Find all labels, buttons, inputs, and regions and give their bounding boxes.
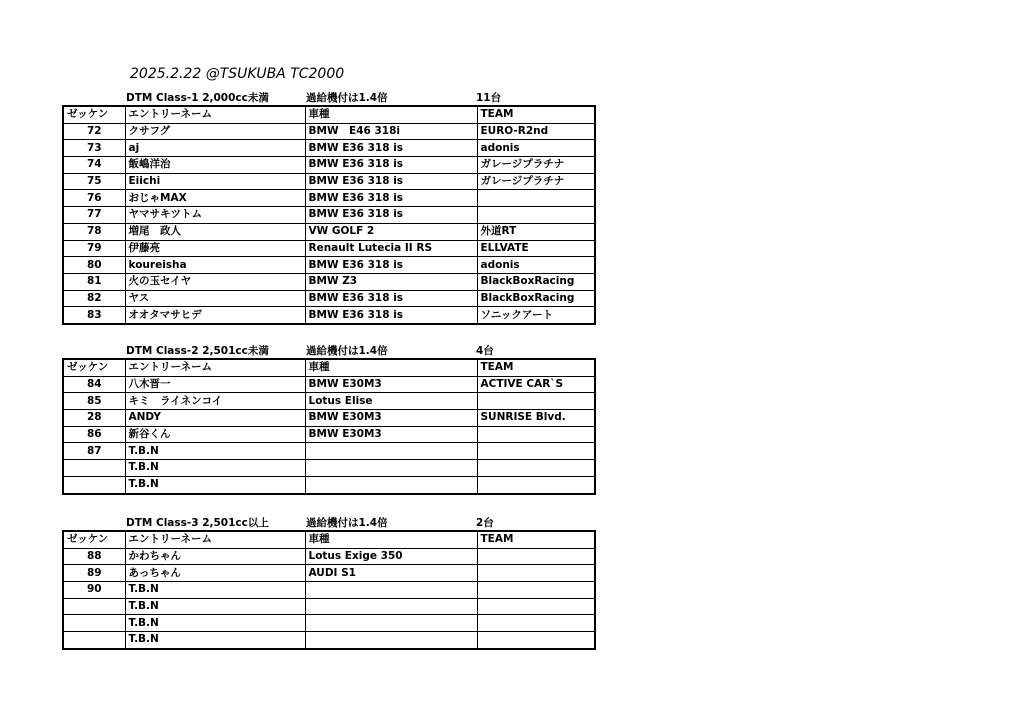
class-name: DTM Class-1 2,000cc未満 xyxy=(126,92,269,104)
cell-car: BMW E36 318 is xyxy=(305,290,477,307)
table-header-row xyxy=(63,531,595,548)
cell-team xyxy=(477,615,595,632)
table-row xyxy=(63,393,595,410)
cell-car: BMW E36 318 is xyxy=(305,173,477,190)
table-row xyxy=(63,140,595,157)
cell-number: 84 xyxy=(63,376,125,393)
cell-car xyxy=(305,443,477,460)
cell-number: 79 xyxy=(63,240,125,257)
cell-entry-name: 飯嶋洋治 xyxy=(125,157,305,174)
table-row xyxy=(63,123,595,140)
table-row xyxy=(63,257,595,274)
column-header-number: ゼッケン xyxy=(63,106,125,123)
cell-number: 81 xyxy=(63,273,125,290)
cell-entry-name: 八木晋一 xyxy=(125,376,305,393)
cell-team: ELLVATE xyxy=(477,240,595,257)
cell-number xyxy=(63,632,125,649)
class-count: 11台 xyxy=(476,92,502,104)
class-1-table xyxy=(62,105,596,325)
table-row xyxy=(63,207,595,224)
cell-entry-name: おじゃMAX xyxy=(125,190,305,207)
cell-car: Lotus Elise xyxy=(305,393,477,410)
cell-entry-name: 伊藤亮 xyxy=(125,240,305,257)
cell-entry-name: ヤマサキツトム xyxy=(125,207,305,224)
cell-team: SUNRISE Blvd. xyxy=(477,410,595,427)
cell-number: 76 xyxy=(63,190,125,207)
cell-number: 82 xyxy=(63,290,125,307)
cell-car: VW GOLF 2 xyxy=(305,223,477,240)
cell-team: ソニックアート xyxy=(477,307,595,324)
cell-car: BMW E36 318 is xyxy=(305,257,477,274)
cell-car: BMW E36 318 is xyxy=(305,140,477,157)
table-row xyxy=(63,240,595,257)
column-header-car: 車種 xyxy=(305,359,477,376)
table-row xyxy=(63,173,595,190)
class-note: 過給機付は1.4倍 xyxy=(306,92,388,104)
table-row xyxy=(63,632,595,649)
column-header-entry: エントリーネーム xyxy=(125,106,305,123)
cell-number xyxy=(63,460,125,477)
cell-team xyxy=(477,548,595,565)
cell-car: Renault Lutecia II RS xyxy=(305,240,477,257)
cell-team xyxy=(477,207,595,224)
cell-entry-name: クサフグ xyxy=(125,123,305,140)
cell-team xyxy=(477,393,595,410)
cell-car: BMW E36 318 is xyxy=(305,207,477,224)
cell-entry-name: オオタマサヒデ xyxy=(125,307,305,324)
class-name: DTM Class-3 2,501cc以上 xyxy=(126,517,269,529)
table-row xyxy=(63,565,595,582)
table-row xyxy=(63,598,595,615)
class-3-header xyxy=(62,513,594,531)
cell-team xyxy=(477,582,595,599)
class-count: 4台 xyxy=(476,345,494,357)
table-row xyxy=(63,476,595,493)
class-2-table xyxy=(62,358,596,495)
cell-car: Lotus Exige 350 xyxy=(305,548,477,565)
table-row xyxy=(63,548,595,565)
cell-number: 83 xyxy=(63,307,125,324)
cell-car: BMW E36 318 is xyxy=(305,157,477,174)
cell-number: 90 xyxy=(63,582,125,599)
cell-number: 89 xyxy=(63,565,125,582)
cell-entry-name: 増尾 政人 xyxy=(125,223,305,240)
cell-team: adonis xyxy=(477,140,595,157)
cell-entry-name: T.B.N xyxy=(125,582,305,599)
cell-team xyxy=(477,190,595,207)
class-count: 2台 xyxy=(476,517,494,529)
cell-team: ACTIVE CAR`S xyxy=(477,376,595,393)
column-header-team: TEAM xyxy=(477,106,595,123)
table-row xyxy=(63,307,595,324)
cell-number: 72 xyxy=(63,123,125,140)
table-row xyxy=(63,190,595,207)
cell-entry-name: T.B.N xyxy=(125,443,305,460)
cell-entry-name: T.B.N xyxy=(125,460,305,477)
cell-number: 74 xyxy=(63,157,125,174)
column-header-car: 車種 xyxy=(305,531,477,548)
table-row xyxy=(63,443,595,460)
cell-team xyxy=(477,460,595,477)
cell-entry-name: 火の玉セイヤ xyxy=(125,273,305,290)
column-header-team: TEAM xyxy=(477,531,595,548)
column-header-entry: エントリーネーム xyxy=(125,359,305,376)
cell-team: BlackBoxRacing xyxy=(477,290,595,307)
cell-team: adonis xyxy=(477,257,595,274)
cell-entry-name: aj xyxy=(125,140,305,157)
cell-team xyxy=(477,443,595,460)
cell-number: 80 xyxy=(63,257,125,274)
table-row xyxy=(63,460,595,477)
cell-car xyxy=(305,632,477,649)
class-note: 過給機付は1.4倍 xyxy=(306,345,388,357)
cell-team: EURO-R2nd xyxy=(477,123,595,140)
cell-number xyxy=(63,615,125,632)
cell-car: BMW E36 318 is xyxy=(305,307,477,324)
class-2-header xyxy=(62,341,594,359)
column-header-team: TEAM xyxy=(477,359,595,376)
table-row xyxy=(63,223,595,240)
cell-car xyxy=(305,598,477,615)
column-header-number: ゼッケン xyxy=(63,531,125,548)
cell-number xyxy=(63,476,125,493)
cell-number: 75 xyxy=(63,173,125,190)
cell-number: 78 xyxy=(63,223,125,240)
cell-entry-name: ANDY xyxy=(125,410,305,427)
cell-car xyxy=(305,615,477,632)
table-row xyxy=(63,426,595,443)
cell-number xyxy=(63,598,125,615)
cell-team xyxy=(477,598,595,615)
cell-team xyxy=(477,426,595,443)
column-header-number: ゼッケン xyxy=(63,359,125,376)
cell-number: 77 xyxy=(63,207,125,224)
cell-entry-name: T.B.N xyxy=(125,476,305,493)
cell-entry-name: Eiichi xyxy=(125,173,305,190)
cell-number: 85 xyxy=(63,393,125,410)
table-row xyxy=(63,410,595,427)
cell-entry-name: T.B.N xyxy=(125,615,305,632)
class-1-header xyxy=(62,88,594,106)
column-header-car: 車種 xyxy=(305,106,477,123)
class-3-table xyxy=(62,530,596,650)
cell-team xyxy=(477,476,595,493)
cell-car xyxy=(305,476,477,493)
cell-car xyxy=(305,582,477,599)
cell-car: BMW Z3 xyxy=(305,273,477,290)
table-header-row xyxy=(63,359,595,376)
cell-entry-name: あっちゃん xyxy=(125,565,305,582)
cell-entry-name: 新谷くん xyxy=(125,426,305,443)
cell-number: 88 xyxy=(63,548,125,565)
class-name: DTM Class-2 2,501cc未満 xyxy=(126,345,269,357)
cell-team: 外道RT xyxy=(477,223,595,240)
cell-car: BMW E30M3 xyxy=(305,410,477,427)
cell-entry-name: koureisha xyxy=(125,257,305,274)
cell-car: BMW E30M3 xyxy=(305,426,477,443)
cell-team: ガレージプラチナ xyxy=(477,173,595,190)
table-row xyxy=(63,290,595,307)
cell-team: ガレージプラチナ xyxy=(477,157,595,174)
cell-number: 87 xyxy=(63,443,125,460)
cell-entry-name: ヤス xyxy=(125,290,305,307)
cell-car: BMW E30M3 xyxy=(305,376,477,393)
cell-team xyxy=(477,632,595,649)
cell-number: 86 xyxy=(63,426,125,443)
cell-entry-name: かわちゃん xyxy=(125,548,305,565)
cell-team xyxy=(477,565,595,582)
table-header-row xyxy=(63,106,595,123)
table-row xyxy=(63,376,595,393)
cell-entry-name: T.B.N xyxy=(125,632,305,649)
cell-car xyxy=(305,460,477,477)
cell-number: 28 xyxy=(63,410,125,427)
cell-car: AUDI S1 xyxy=(305,565,477,582)
cell-entry-name: T.B.N xyxy=(125,598,305,615)
table-row xyxy=(63,273,595,290)
class-note: 過給機付は1.4倍 xyxy=(306,517,388,529)
table-row xyxy=(63,157,595,174)
table-row xyxy=(63,582,595,599)
column-header-entry: エントリーネーム xyxy=(125,531,305,548)
cell-team: BlackBoxRacing xyxy=(477,273,595,290)
page-title: 2025.2.22 @TSUKUBA TC2000 xyxy=(130,66,345,82)
table-row xyxy=(63,615,595,632)
cell-entry-name: キミ ライネンコイ xyxy=(125,393,305,410)
cell-number: 73 xyxy=(63,140,125,157)
cell-car: BMW E46 318i xyxy=(305,123,477,140)
cell-car: BMW E36 318 is xyxy=(305,190,477,207)
